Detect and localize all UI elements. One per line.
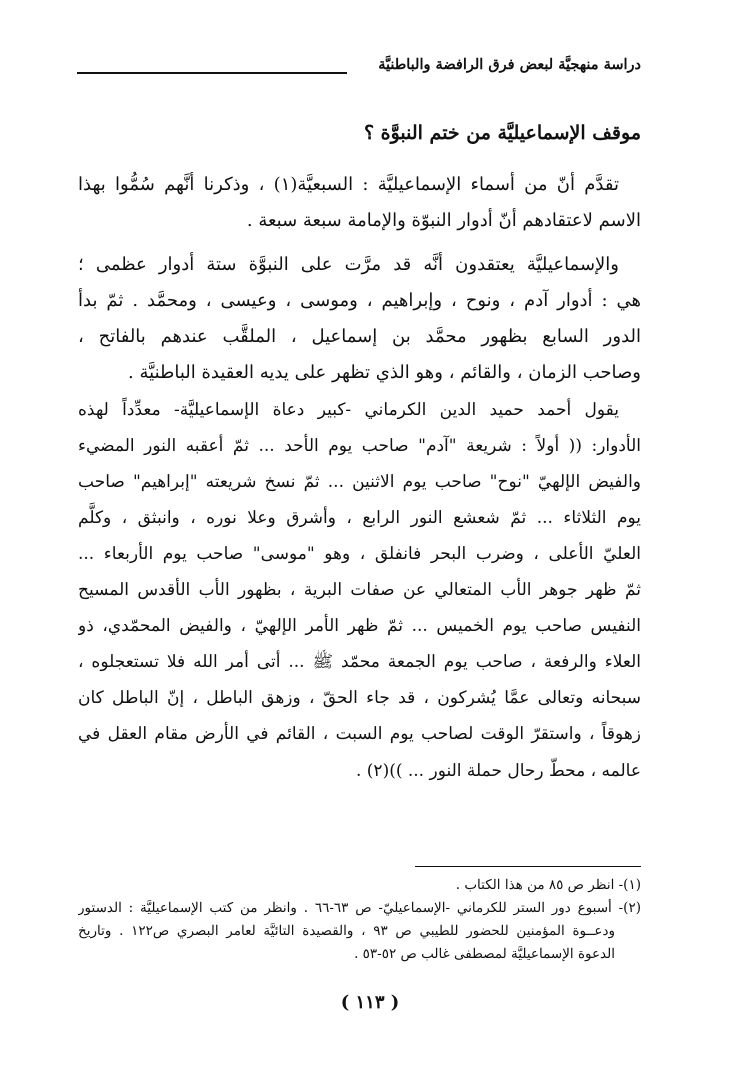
text-line: الدور السابع بظهور محمَّد بن إسماعيل ، الملقَّب عندهم بالفاتح ، xyxy=(78,326,641,348)
footnote xyxy=(78,897,641,966)
text-line: عالمه ، محطّ رحال حملة النور ... ))(٢) . xyxy=(355,760,641,781)
text-line: وصاحب الزمان ، والقائم ، وهو الذي تظهر على يديه العقيدة الباطنيَّة . xyxy=(128,362,641,384)
body-text xyxy=(78,167,641,789)
text-line: يوم الثلاثاء ... ثمّ شعشع النور الرابع ، وأشرق وعلا نوره ، وانبثق ، وكلَّم xyxy=(78,507,641,528)
header-rule xyxy=(77,72,347,74)
text-line: والإسماعيليَّة يعتقدون أنَّه قد مرَّت على النبوَّة ستة أدوار عظمى ؛ xyxy=(78,254,619,276)
page-number: ( ١١٣ ) xyxy=(340,992,400,1013)
footnote-rule xyxy=(415,866,641,867)
text-line: يقول أحمد حميد الدين الكرماني -كبير دعاة الإسماعيليَّة- معدِّداً لهذه xyxy=(78,399,619,420)
footnote-line: الدعوة الإسماعيليَّة لمصطفى غالب ص ٥٢-٥٣ . xyxy=(354,946,615,962)
text-line: الاسم لاعتقادهم أنّ أدوار النبوّة والإمامة سبعة سبعة . xyxy=(246,210,641,232)
paragraph xyxy=(78,167,641,239)
text-line: ثمّ ظهر جوهر الأب المتعالي عن صفات البرية ، بظهور الأب الأقدس المسيح xyxy=(78,580,641,601)
footnotes xyxy=(78,874,641,966)
footnote-line: (٢)- أسبوع دور الستر للكرماني -الإسماعيليّ- ص ٦٣-٦٦ . وانظر من كتب الإسماعيليَّة : الدستور xyxy=(78,900,641,916)
text-line: النفيس صاحب يوم الخميس ... ثمّ ظهر الأمر الإلهيّ ، والفيض المحمّدي، ذو xyxy=(78,616,641,637)
text-line: والفيض الإلهيّ "نوح" صاحب يوم الاثنين ... ثمّ نسخ شريعته "إبراهيم" صاحب xyxy=(78,471,641,492)
text-line: العلاء والرفعة ، صاحب يوم الجمعة محمّد ﷺ ... أتى أمر الله فلا تستعجلوه ، xyxy=(78,652,641,673)
footnote xyxy=(78,874,641,897)
text-line: تقدَّم أنّ من أسماء الإسماعيليَّة : السبعيَّة(١) ، وذكرنا أنَّهم سُمُّوا بهذا xyxy=(78,174,619,195)
text-line: سبحانه وتعالى عمَّا يُشركون ، قد جاء الحقّ ، وزهق الباطل ، إنّ الباطل كان xyxy=(78,688,641,709)
paragraph xyxy=(78,247,641,391)
text-line: الأدوار: (( أولاً : شريعة "آدم" صاحب يوم الأحد ... ثمّ أعقبه النور المضيء xyxy=(78,435,641,456)
text-line: زهوقاً ، واستقرّ الوقت لصاحب يوم السبت ، القائم في الأرض مقام العقل في xyxy=(78,724,641,745)
text-line: العليّ الأعلى ، وضرب البحر فانفلق ، وهو "موسى" صاحب يوم الأربعاء ... xyxy=(78,543,641,564)
section-title: موقف الإسماعيليَّة من ختم النبوَّة ؟ xyxy=(363,122,641,144)
paragraph xyxy=(78,392,641,789)
running-header: دراسة منهجيَّة لبعض فرق الرافضة والباطنيَّة xyxy=(378,56,641,73)
text-line: هي : أدوار آدم ، ونوح ، وإبراهيم ، وموسى ، وعيسى ، ومحمَّد . ثمّ بدأ xyxy=(78,290,641,312)
footnote-line: (١)- انظر ص ٨٥ من هذا الكتاب . xyxy=(455,877,641,893)
footnote-line: ودعــوة المؤمنين للحضور للطيبي ص ٩٣ ، والقصيدة التائيَّة لعامر البصري ص١٢٢ . وتاريخ xyxy=(78,923,615,939)
